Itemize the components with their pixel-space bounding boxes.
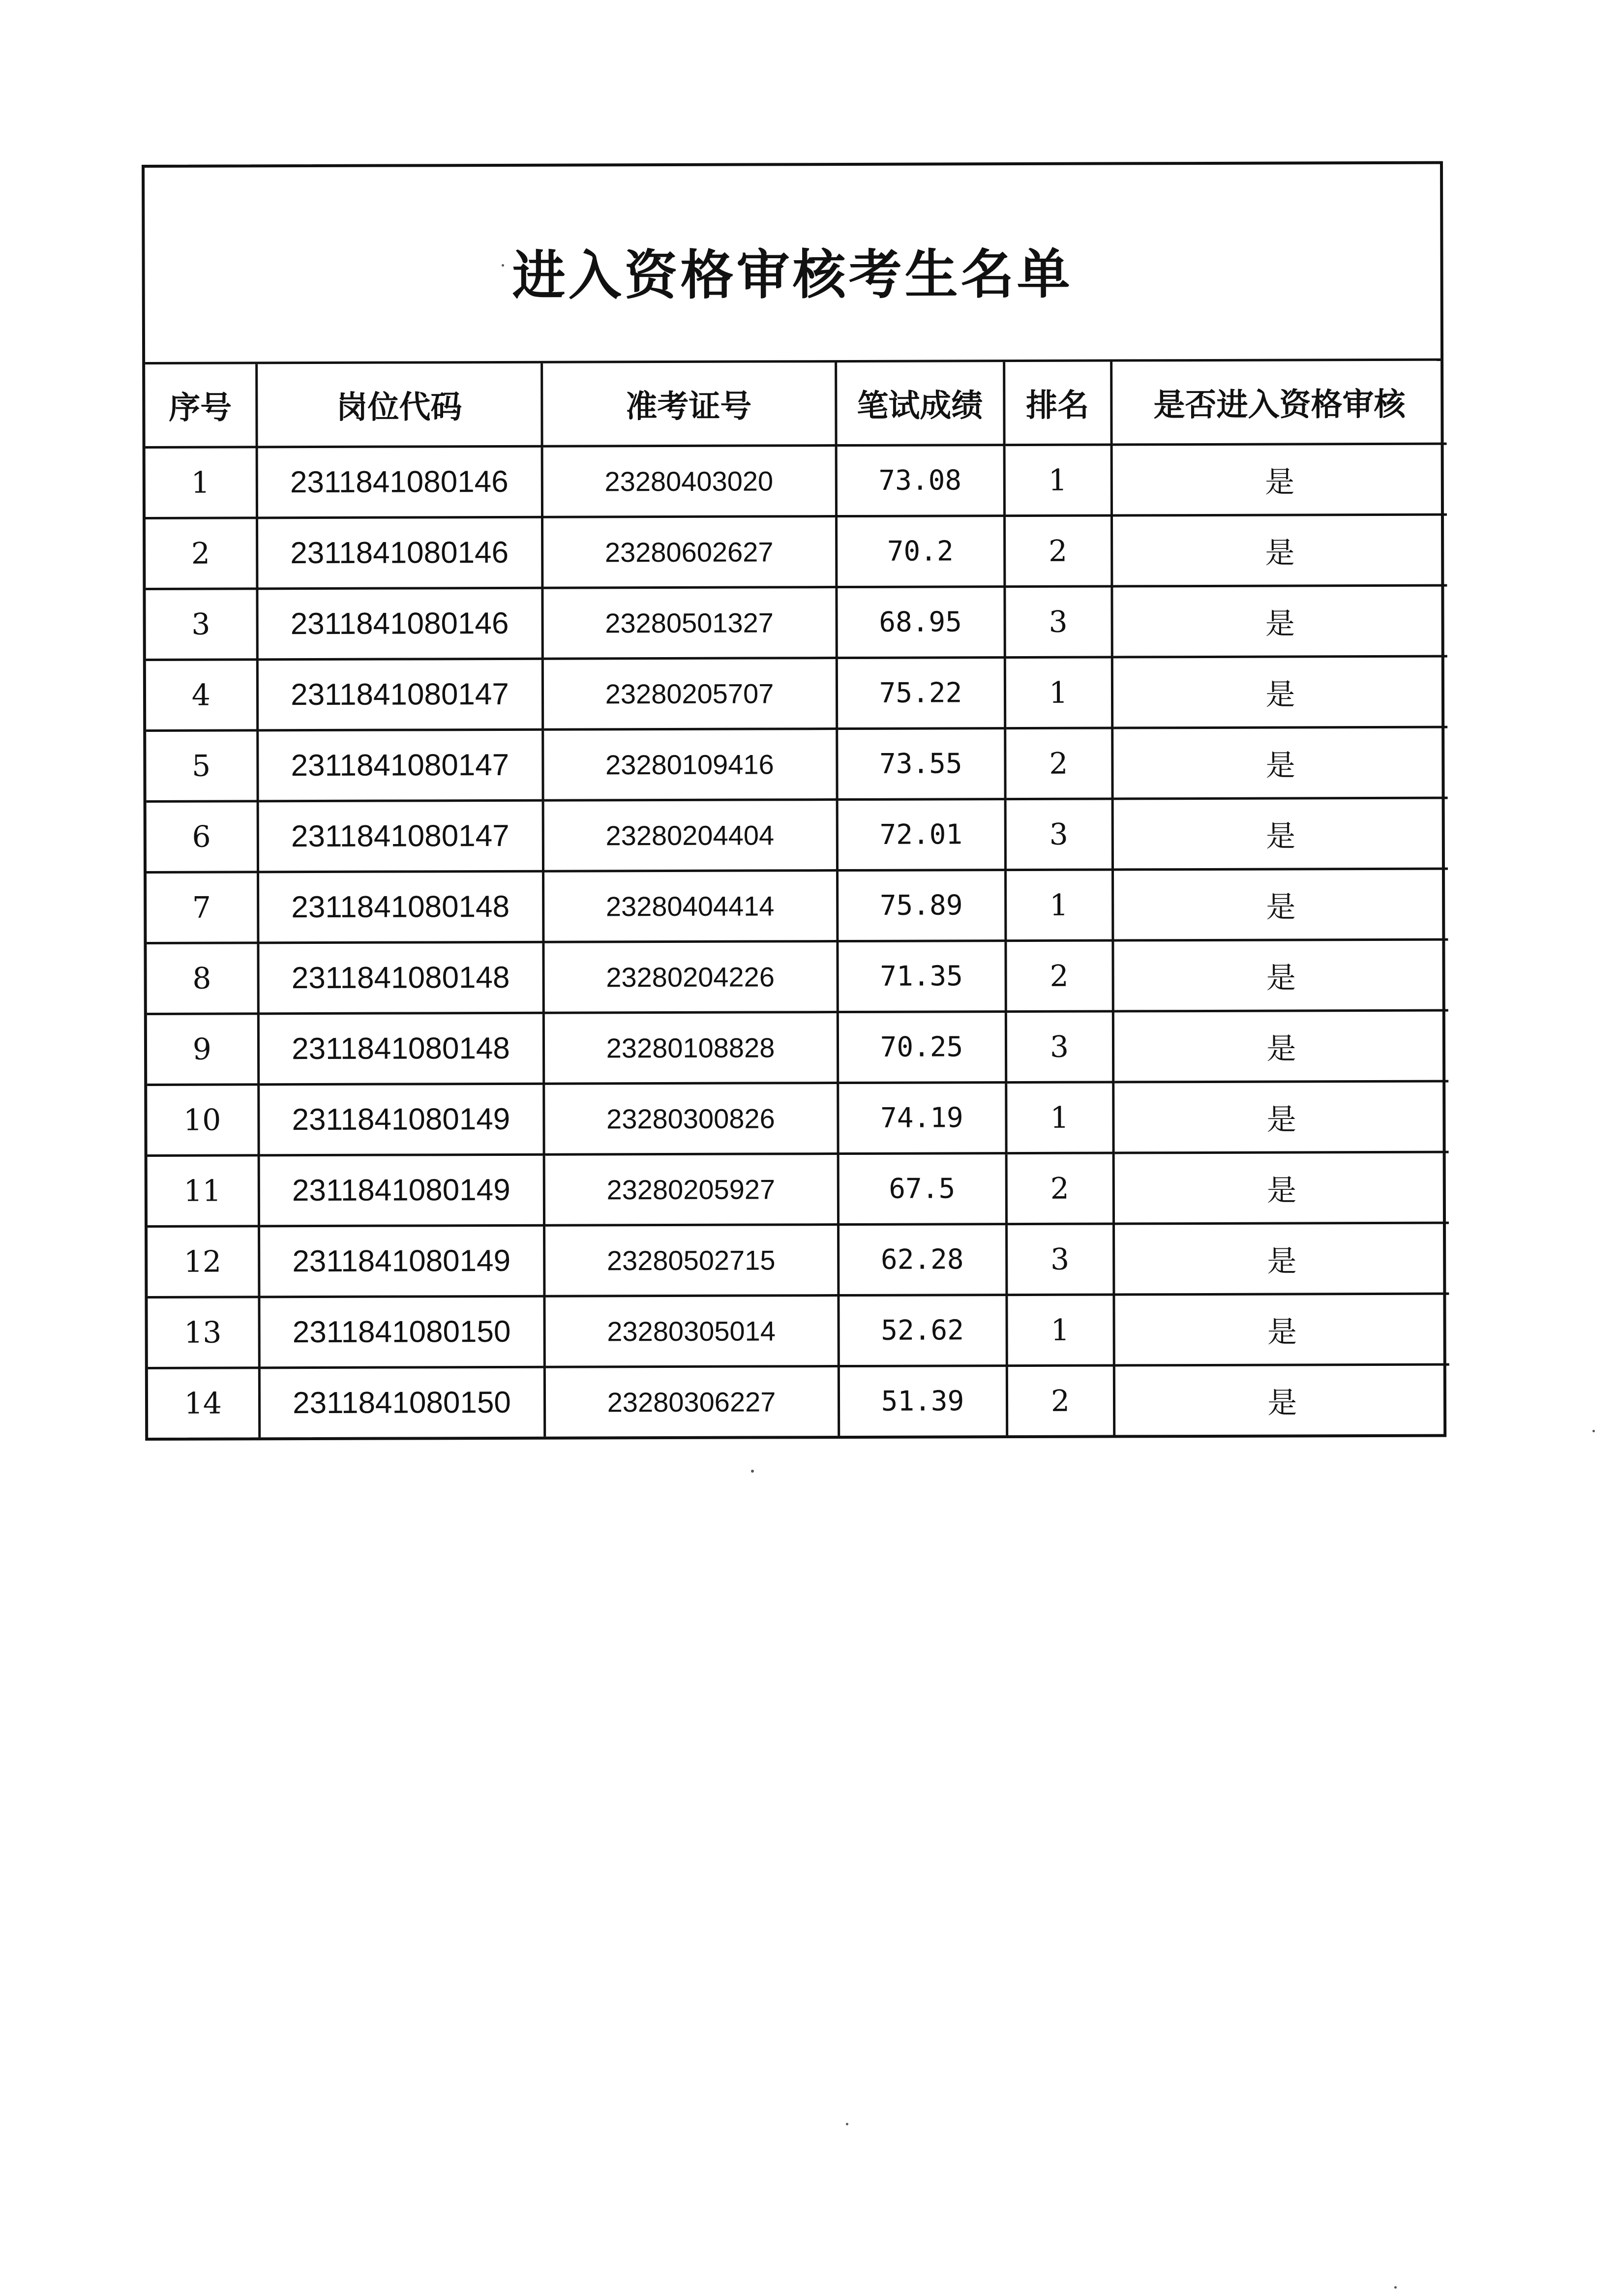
cell-qualified: 是 (1112, 869, 1448, 940)
cell-position-code: 2311841080147 (258, 800, 543, 872)
cell-position-code: 2311841080146 (257, 446, 542, 518)
cell-seq: 1 (146, 447, 257, 518)
cell-score: 62.28 (838, 1224, 1006, 1296)
cell-score: 74.19 (838, 1083, 1006, 1154)
cell-rank: 2 (1004, 515, 1111, 587)
scan-speck (502, 264, 504, 267)
header-position-code: 岗位代码 (256, 363, 541, 447)
cell-position-code: 2311841080148 (258, 1013, 543, 1085)
cell-score: 73.55 (837, 728, 1005, 800)
table-row (148, 1152, 1449, 1226)
cell-qualified: 是 (1113, 1152, 1449, 1224)
cell-rank: 3 (1005, 799, 1112, 870)
title-row (145, 164, 1440, 364)
cell-score: 51.39 (839, 1366, 1007, 1436)
cell-ticket-no: 23280501327 (542, 587, 836, 659)
cell-rank: 1 (1004, 445, 1111, 516)
table-row (147, 939, 1448, 1014)
table-row (146, 514, 1447, 589)
table-row (147, 1010, 1448, 1085)
table-row (147, 1081, 1448, 1155)
cell-position-code: 2311841080148 (258, 942, 543, 1014)
cell-rank: 2 (1005, 728, 1112, 799)
scan-speck (846, 2123, 848, 2125)
cell-rank: 2 (1006, 1153, 1113, 1224)
cell-score: 75.22 (837, 658, 1005, 729)
cell-rank: 1 (1005, 657, 1112, 728)
cell-qualified: 是 (1112, 798, 1448, 870)
cell-position-code: 2311841080146 (257, 517, 542, 589)
cell-score: 73.08 (836, 445, 1004, 516)
cell-ticket-no: 23280404414 (543, 871, 837, 942)
cell-seq: 14 (148, 1368, 259, 1438)
header-qualified: 是否进入资格审核 (1111, 361, 1446, 445)
cell-qualified: 是 (1112, 656, 1447, 728)
cell-score: 52.62 (838, 1295, 1006, 1366)
cell-seq: 5 (146, 730, 257, 802)
cell-seq: 11 (148, 1155, 259, 1227)
candidate-list-document (142, 161, 1446, 1441)
table-row (146, 656, 1447, 730)
cell-rank: 2 (1005, 940, 1112, 1012)
cell-qualified: 是 (1113, 1081, 1448, 1153)
table-row (148, 1223, 1449, 1297)
cell-seq: 2 (146, 518, 257, 589)
cell-seq: 3 (146, 589, 257, 660)
cell-rank: 3 (1006, 1224, 1113, 1295)
table-row (146, 727, 1447, 801)
cell-position-code: 2311841080149 (259, 1154, 544, 1226)
cell-position-code: 2311841080150 (259, 1367, 544, 1437)
cell-qualified: 是 (1111, 444, 1447, 515)
cell-qualified: 是 (1113, 1010, 1448, 1082)
cell-qualified: 是 (1112, 939, 1448, 1011)
cell-score: 70.2 (836, 516, 1004, 587)
header-ticket-no: 准考证号 (541, 363, 836, 446)
table-body (146, 444, 1450, 1438)
cell-score: 68.95 (836, 587, 1004, 658)
cell-qualified: 是 (1111, 585, 1447, 657)
cell-ticket-no: 23280306227 (544, 1366, 839, 1437)
cell-position-code: 2311841080148 (258, 871, 543, 943)
table-row (147, 869, 1448, 943)
table-row (147, 798, 1448, 872)
header-seq: 序号 (145, 364, 256, 447)
cell-ticket-no: 23280108828 (543, 1012, 838, 1084)
cell-ticket-no: 23280205707 (542, 658, 837, 730)
header-score: 笔试成绩 (836, 362, 1004, 445)
cell-position-code: 2311841080150 (259, 1296, 544, 1368)
table-row (146, 444, 1447, 518)
cell-seq: 8 (147, 943, 258, 1014)
cell-qualified: 是 (1112, 727, 1447, 799)
cell-score: 75.89 (837, 870, 1005, 941)
cell-position-code: 2311841080147 (257, 659, 542, 730)
cell-qualified: 是 (1111, 514, 1447, 586)
cell-rank: 3 (1004, 586, 1111, 658)
cell-seq: 6 (147, 801, 258, 873)
cell-rank: 1 (1006, 1082, 1113, 1153)
scan-speck (1592, 1430, 1595, 1432)
header-rank: 排名 (1004, 362, 1111, 445)
cell-qualified: 是 (1113, 1294, 1449, 1365)
cell-ticket-no: 23280502715 (544, 1225, 838, 1297)
cell-ticket-no: 23280205927 (544, 1154, 838, 1226)
cell-score: 70.25 (838, 1012, 1006, 1083)
cell-seq: 10 (147, 1085, 258, 1156)
cell-ticket-no: 23280403020 (542, 446, 836, 517)
cell-seq: 7 (147, 872, 258, 943)
cell-ticket-no: 23280300826 (543, 1083, 838, 1155)
cell-rank: 2 (1007, 1365, 1114, 1435)
cell-seq: 4 (146, 660, 257, 731)
table-row (148, 1294, 1449, 1368)
cell-position-code: 2311841080147 (257, 729, 542, 801)
cell-rank: 3 (1006, 1011, 1113, 1083)
cell-seq: 9 (147, 1014, 258, 1085)
cell-ticket-no: 23280602627 (542, 516, 836, 588)
cell-score: 72.01 (837, 799, 1005, 871)
table-row (146, 585, 1447, 660)
cell-seq: 12 (148, 1226, 259, 1298)
candidate-table (145, 361, 1449, 1438)
cell-qualified: 是 (1113, 1223, 1449, 1295)
cell-ticket-no: 23280109416 (542, 729, 837, 801)
cell-position-code: 2311841080146 (257, 588, 542, 660)
cell-ticket-no: 23280204226 (543, 941, 837, 1013)
table-header-row (145, 361, 1446, 448)
table-row (148, 1364, 1449, 1438)
cell-rank: 1 (1006, 1295, 1113, 1366)
cell-seq: 13 (148, 1297, 259, 1368)
cell-position-code: 2311841080149 (258, 1084, 543, 1155)
cell-position-code: 2311841080149 (259, 1225, 544, 1297)
cell-ticket-no: 23280204404 (543, 800, 837, 872)
cell-score: 67.5 (838, 1153, 1006, 1225)
cell-rank: 1 (1005, 870, 1112, 941)
scan-speck (751, 1470, 754, 1473)
cell-score: 71.35 (837, 941, 1005, 1012)
scan-speck (1394, 2286, 1397, 2289)
document-title: 进入资格审核考生名单 (512, 243, 1073, 307)
cell-ticket-no: 23280305014 (544, 1296, 838, 1367)
cell-qualified: 是 (1114, 1364, 1449, 1435)
